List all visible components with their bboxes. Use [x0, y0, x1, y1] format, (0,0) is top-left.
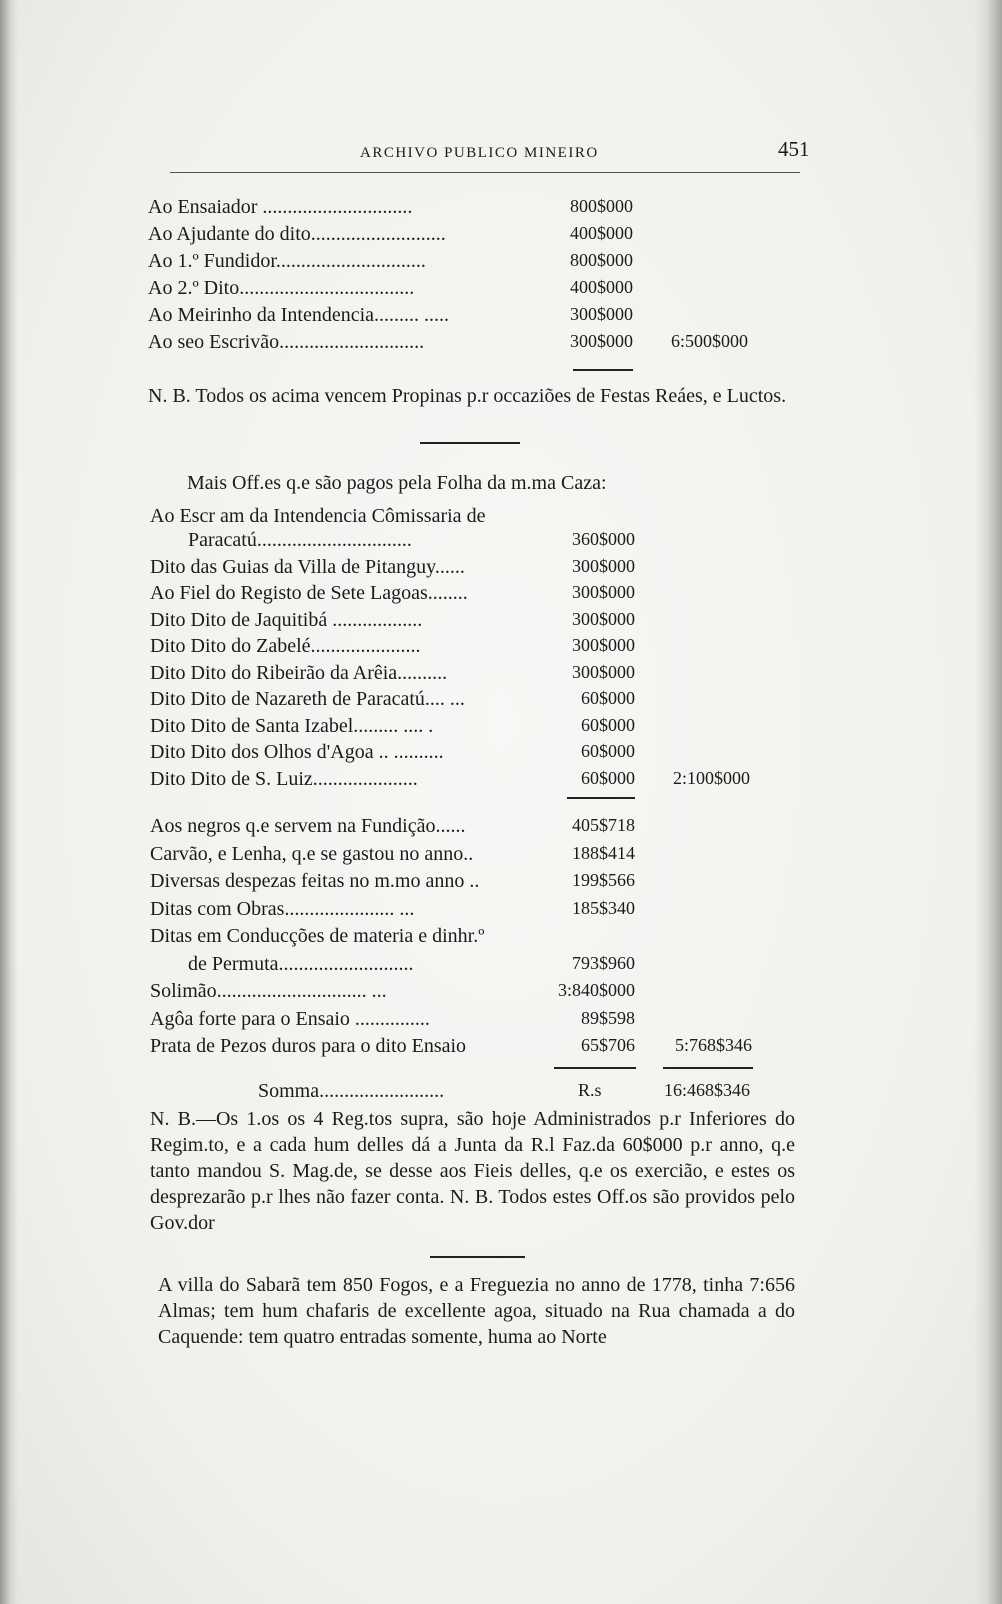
officer-row — [150, 768, 770, 794]
section-divider-2 — [430, 1256, 525, 1258]
sum-rule — [573, 369, 633, 371]
salary-row — [148, 196, 768, 222]
entry-value: 65$706 — [581, 1035, 635, 1055]
entry-label: Dito Dito de Santa Izabel......... .... . — [150, 714, 434, 737]
entry-label: Ao Ensaiador .............................. — [148, 196, 413, 218]
header-rule — [170, 172, 800, 173]
salary-row — [148, 223, 768, 249]
salary-row — [148, 304, 768, 330]
sum-rule-2 — [567, 797, 635, 799]
expense-row — [150, 843, 770, 869]
salary-row — [148, 277, 768, 303]
entry-label: Solimão.............................. ... — [150, 980, 387, 1002]
officer-row — [150, 741, 770, 767]
entry-label: Ao 2.º Dito................................... — [148, 277, 415, 299]
entry-value: 3:840$000 — [557, 980, 635, 1000]
entry-value: 300$000 — [572, 582, 635, 602]
officer-row — [150, 662, 770, 688]
running-title: ARCHIVO PUBLICO MINEIRO — [360, 145, 599, 161]
entry-value: 60$000 — [581, 714, 635, 735]
expense-row — [150, 1008, 770, 1034]
entry-value: 800$000 — [570, 250, 633, 270]
note-2: N. B.—Os 1.os os 4 Reg.tos supra, são hoje Administrados p.r Inferiores do Regim.to, e a cada hum delles dá a Junta da R.l Faz.da 60$000 p.r anno, q.e tanto mandou S. Mag.de, se desse aos Fieis delles, q.e os exercião, e estes os desprezarão p.r lhes não fazer conta. N. B. Todos estes Off.os são providos pelo Gov.dor — [150, 1108, 795, 1234]
entry-label: Dito Dito dos Olhos d'Agoa .. .......... — [150, 741, 444, 763]
note-1: N. B. Todos os acima vencem Propinas p.r occaziões de Festas Reáes, e Luctos. — [148, 385, 787, 407]
entry-label: Dito Dito de Jaquitibá .................. — [150, 608, 423, 631]
entry-label: Dito Dito de S. Luiz..................... — [150, 767, 418, 790]
officer-row — [150, 688, 770, 714]
officer-row — [150, 582, 770, 608]
entry-value: 300$000 — [572, 608, 635, 629]
entry-label: Diversas despezas feitas no m.mo anno .. — [150, 870, 480, 892]
section2-intro: Mais Off.es q.e são pagos pela Folha da m.ma Caza: — [187, 472, 607, 494]
total-currency: R.s — [578, 1080, 602, 1100]
entry-label: Ditas com Obras...................... ... — [150, 897, 415, 920]
expense-row — [150, 980, 770, 1006]
sum-rule-3a — [554, 1067, 636, 1069]
entry-value: 199$566 — [572, 870, 635, 890]
officer-row — [150, 635, 770, 661]
entry-value: 60$000 — [581, 741, 635, 761]
expense-row — [150, 898, 770, 924]
salary-row — [148, 250, 768, 276]
officer-row — [188, 529, 808, 555]
salary-row — [148, 331, 768, 357]
entry-value: 360$000 — [572, 529, 635, 549]
entry-label: Ao 1.º Fundidor.............................. — [148, 250, 426, 272]
entry-label: Ao Meirinho da Intendencia......... ..... — [148, 304, 450, 326]
total-row — [258, 1080, 758, 1106]
expense-row — [150, 1035, 770, 1061]
subtotal-value: 5:768$346 — [674, 1035, 752, 1055]
entry-label: Dito Dito do Zabelé...................... — [150, 635, 421, 657]
entry-label: Paracatú............................... — [188, 529, 412, 551]
entry-label: Dito Dito do Ribeirão da Arêia.......... — [150, 661, 448, 684]
page-number: 451 — [778, 137, 810, 161]
entry-label: Prata de Pezos duros para o dito Ensaio — [150, 1035, 467, 1057]
expense-row — [188, 953, 808, 979]
sum-rule-3b — [663, 1067, 753, 1069]
entry-label: Dito das Guias da Villa de Pitanguy...... — [150, 555, 465, 578]
expense-row — [150, 815, 770, 841]
left-scan-edge — [0, 0, 18, 1604]
entry-value: 300$000 — [572, 661, 635, 682]
entry-label: Ao seo Escrivão............................. — [148, 331, 425, 353]
entry-value: 405$718 — [572, 815, 635, 835]
entry-label: de Permuta........................... — [188, 952, 414, 975]
officer-row — [150, 556, 770, 582]
officer-row — [150, 715, 770, 741]
entry-value: 300$000 — [572, 635, 635, 655]
total-value: 16:468$346 — [663, 1080, 750, 1100]
entry-value: 800$000 — [570, 196, 633, 216]
subtotal-value: 2:100$000 — [672, 767, 750, 788]
expense-row — [150, 925, 770, 951]
entry-label: Ao Fiel do Registo de Sete Lagoas........ — [150, 582, 468, 604]
entry-value: 400$000 — [570, 277, 633, 297]
section2-first-line: Ao Escr am da Intendencia Cômissaria de — [150, 505, 486, 527]
entry-label: Agôa forte para o Ensaio ............... — [150, 1007, 430, 1030]
closing-paragraph: A villa do Sabarã tem 850 Fogos, e a Freguezia no anno de 1778, tinha 7:656 Almas; tem hum chafaris de excellente agoa, situado na Rua chamada a do Caquende: tem quatro entradas somente, huma ao Norte — [158, 1274, 795, 1348]
officer-row — [150, 609, 770, 635]
right-scan-edge — [974, 0, 1002, 1604]
entry-value: 188$414 — [572, 842, 635, 863]
entry-value: 60$000 — [581, 688, 635, 708]
entry-label: Aos negros q.e servem na Fundição...... — [150, 815, 466, 837]
entry-value: 60$000 — [581, 767, 635, 788]
entry-value: 793$960 — [572, 952, 635, 973]
total-label: Somma......................... — [258, 1080, 445, 1102]
entry-value: 300$000 — [570, 304, 633, 324]
entry-label: Ao Ajudante do dito........................... — [148, 223, 446, 245]
entry-value: 400$000 — [570, 223, 633, 243]
section-divider — [420, 442, 520, 444]
entry-value: 89$598 — [581, 1007, 635, 1028]
entry-value: 300$000 — [572, 555, 635, 576]
running-header — [150, 137, 810, 167]
entry-value: 300$000 — [570, 331, 633, 351]
entry-label: Ditas em Conducções de materia e dinhr.º — [150, 925, 485, 947]
entry-label: Carvão, e Lenha, q.e se gastou no anno.. — [150, 842, 474, 865]
entry-value: 185$340 — [572, 897, 635, 918]
subtotal-value: 6:500$000 — [670, 331, 748, 351]
entry-label: Dito Dito de Nazareth de Paracatú.... ... — [150, 688, 465, 710]
expense-row — [150, 870, 770, 896]
